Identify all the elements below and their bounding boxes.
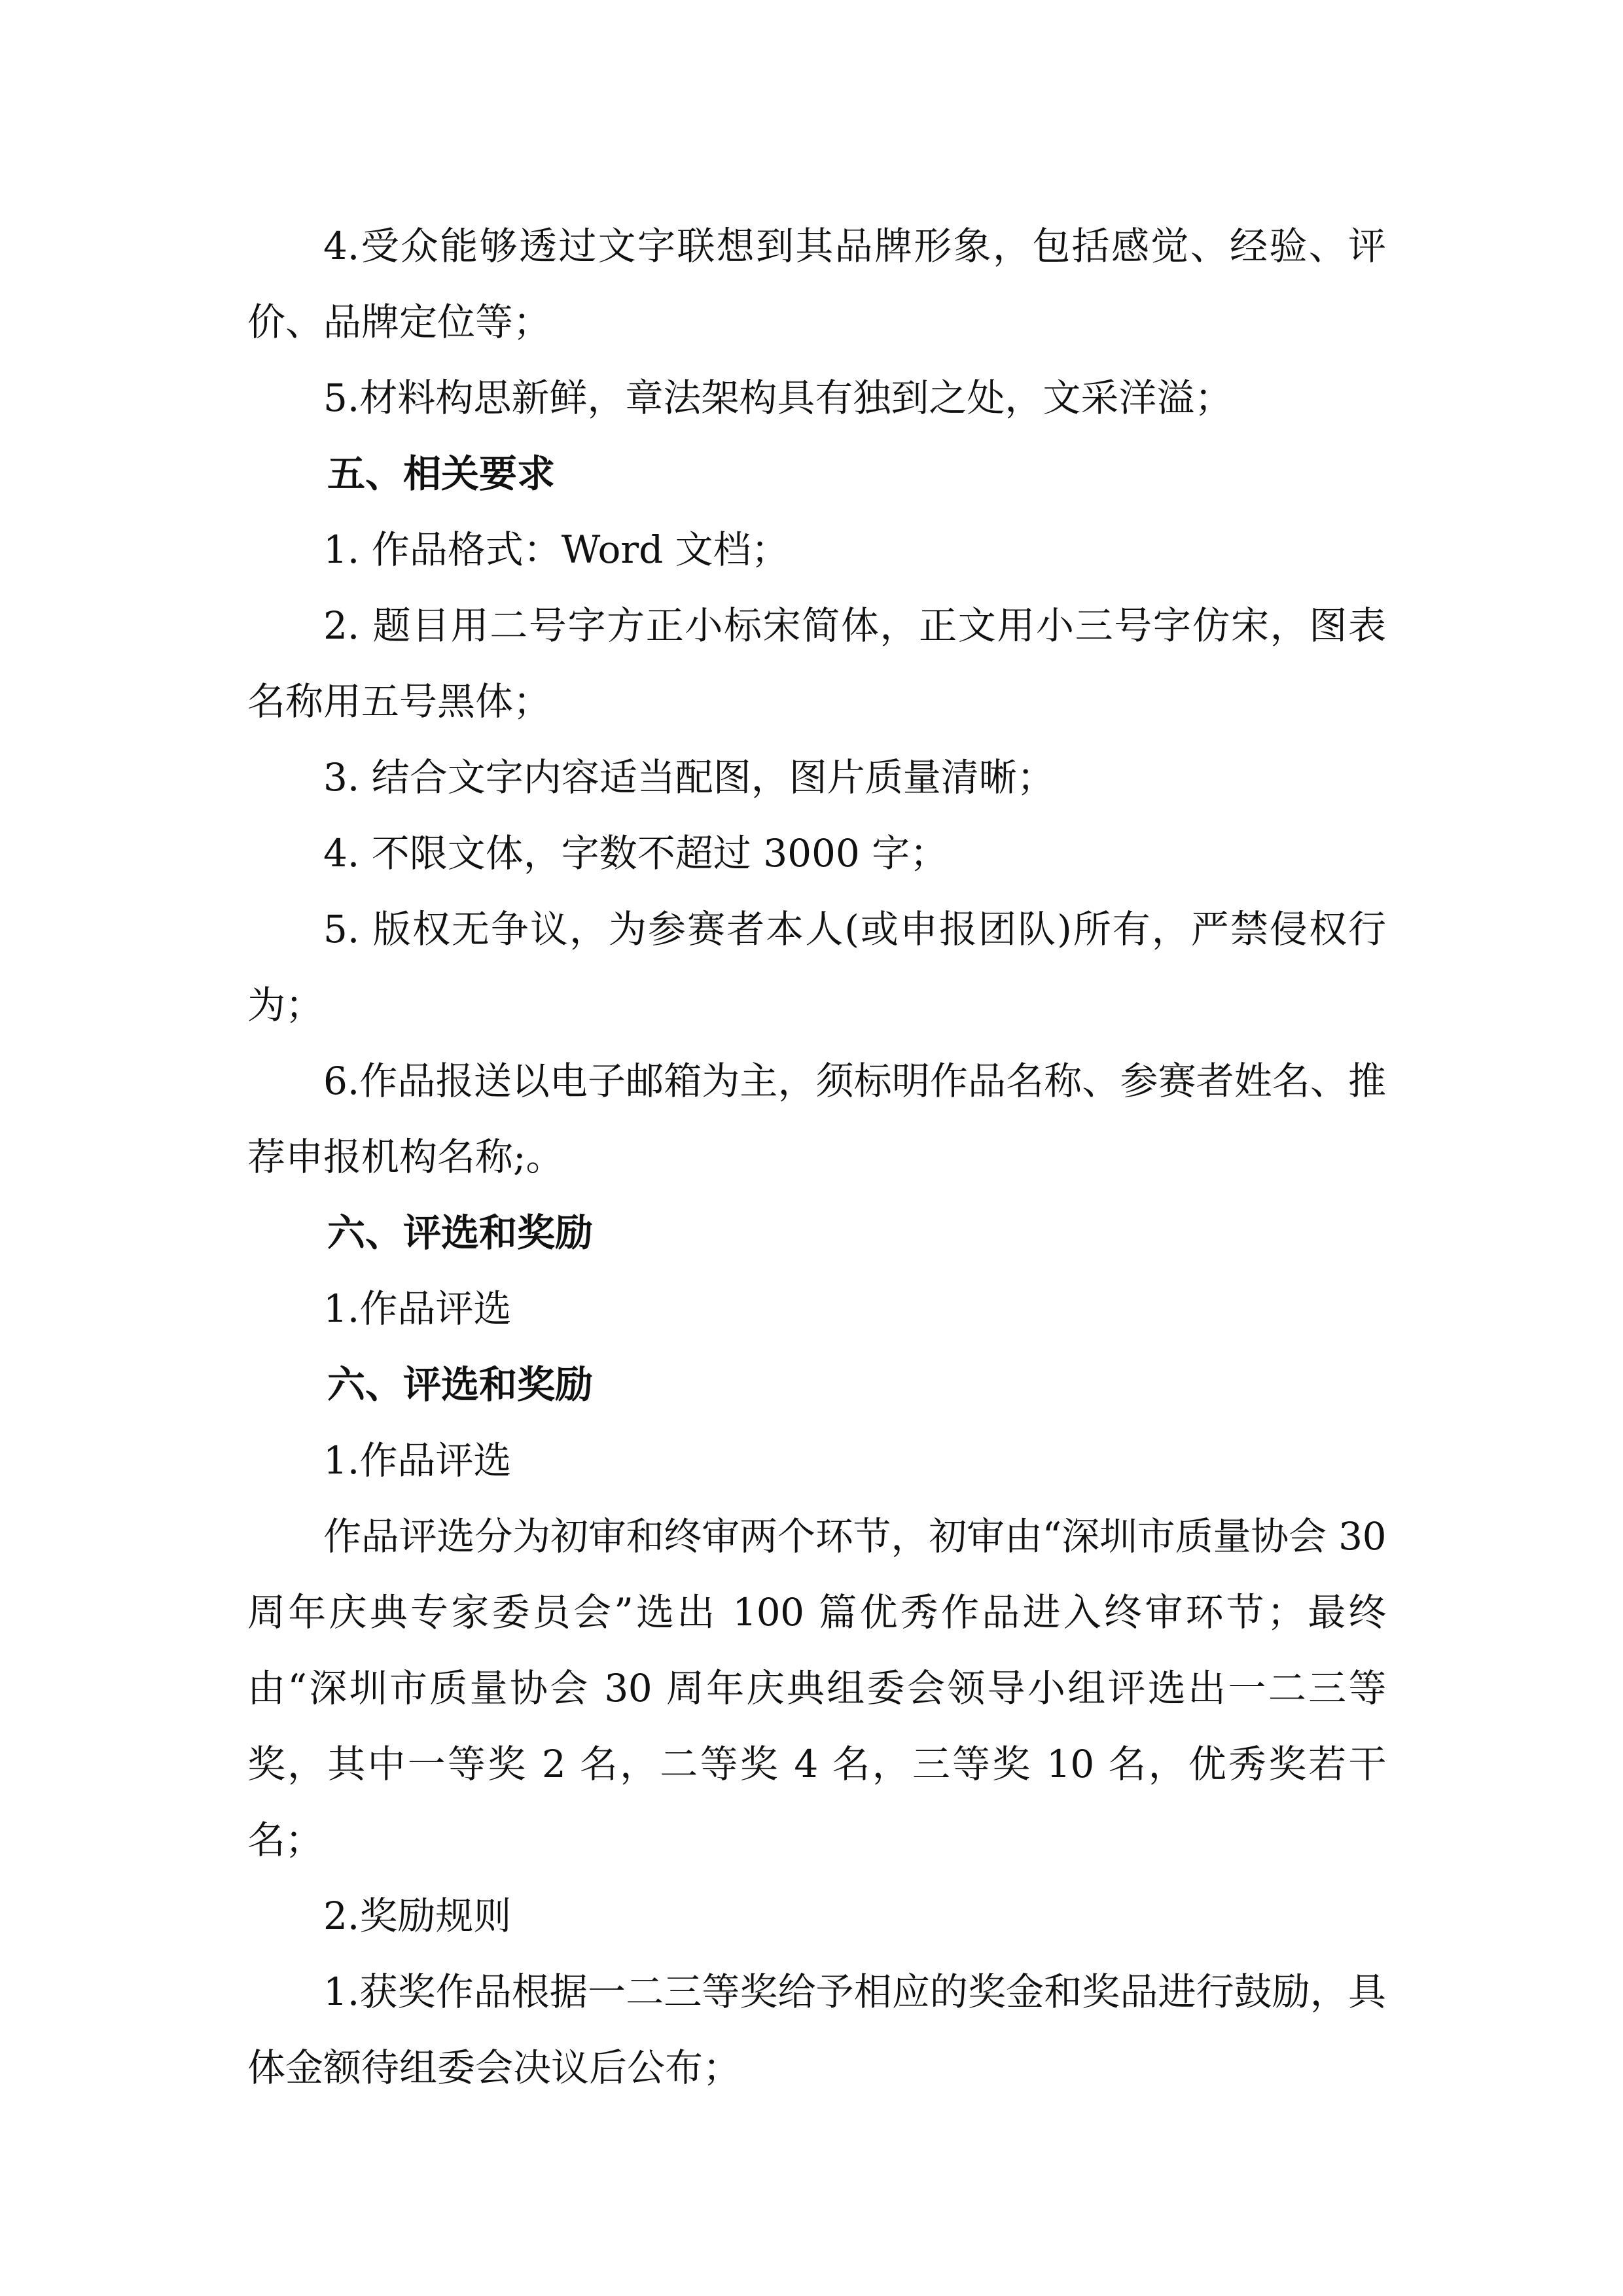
requirement-1: 1. 作品格式：Word 文档；	[323, 527, 789, 572]
subheading-award-rules: 2.奖励规则	[323, 1894, 512, 1938]
section-heading-selection-repeat: 六、评选和奖励	[327, 1362, 594, 1407]
requirement-4: 4. 不限文体，字数不超过 3000 字；	[323, 831, 948, 875]
requirement-2: 2. 题目用二号字方正小标宋简体，正文用小三号字仿宋，图表名称用五号黑体；	[247, 603, 1386, 724]
award-rule-1: 1.获奖作品根据一二三等奖给予相应的奖金和奖品进行鼓励，具体金额待组委会决议后公布；	[247, 1969, 1386, 2090]
criterion-4: 4.受众能够透过文字联想到其品牌形象，包括感觉、经验、评价、品牌定位等；	[247, 224, 1386, 344]
criterion-5: 5.材料构思新鲜，章法架构具有独到之处，文采洋溢；	[323, 376, 1233, 420]
requirement-5: 5. 版权无争议，为参赛者本人(或申报团队)所有，严禁侵权行为；	[247, 907, 1386, 1027]
requirement-3: 3. 结合文字内容适当配图，图片质量清晰；	[323, 755, 1055, 800]
section-heading-selection: 六、评选和奖励	[327, 1210, 594, 1255]
section-heading-requirements: 五、相关要求	[327, 451, 556, 496]
requirement-6: 6.作品报送以电子邮箱为主，须标明作品名称、参赛者姓名、推荐申报机构名称;。	[247, 1059, 1386, 1179]
document-body	[247, 208, 1386, 2106]
subheading-work-selection: 1.作品评选	[323, 1286, 512, 1331]
selection-process-paragraph: 作品评选分为初审和终审两个环节，初审由“深圳市质量协会 30 周年庆典专家委员会”选出 100 篇优秀作品进入终审环节；最终由“深圳市质量协会 30 周年庆典组委会领导小组评选出一二三等奖，其中一等奖 2 名，二等奖 4 名，三等奖 10 名，优秀奖若干名；	[247, 1514, 1386, 1862]
subheading-work-selection-repeat: 1.作品评选	[323, 1438, 512, 1483]
